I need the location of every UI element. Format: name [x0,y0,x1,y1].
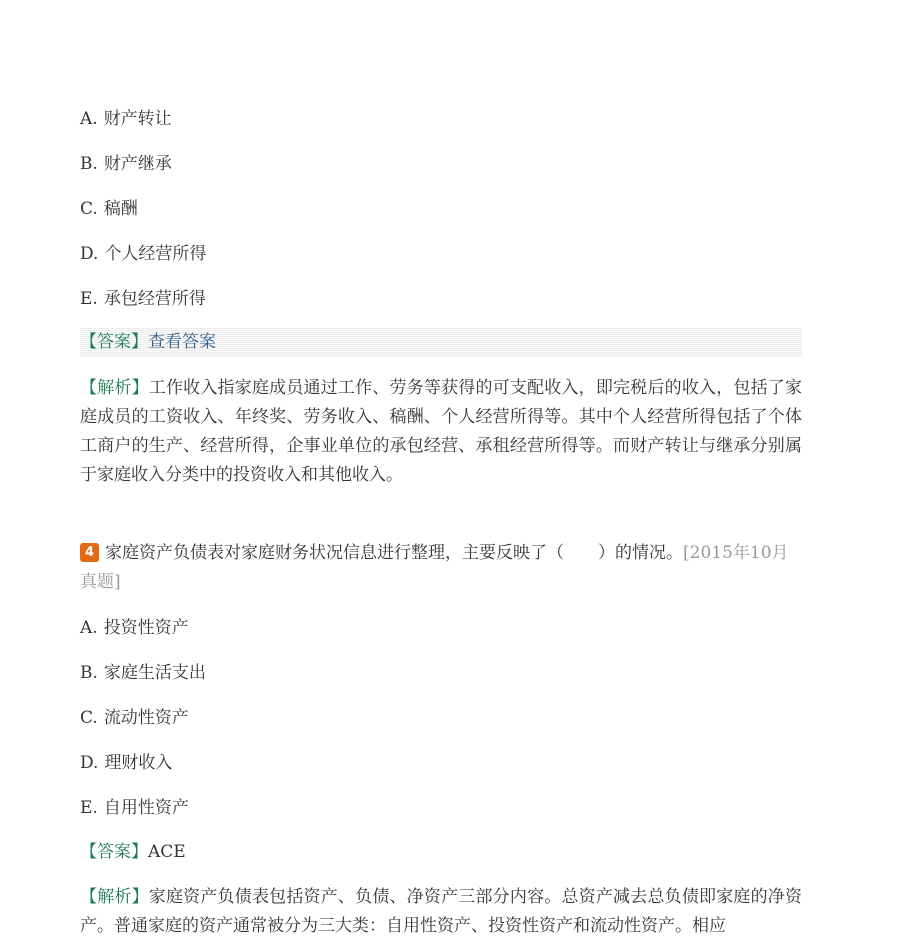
q3-option-b[interactable] [80,152,172,176]
q3-option-e[interactable] [80,287,206,311]
analysis-label: 【解析】 [80,378,149,398]
q4-option-b[interactable] [80,661,206,685]
question-source: [2015年10月真题] [80,543,789,592]
q3-option-a[interactable] [80,107,172,131]
option-text: 个人经营所得 [104,244,207,264]
q3-analysis [80,374,802,490]
option-letter: D. [80,753,99,773]
option-text: 流动性资产 [103,708,189,728]
q3-option-d[interactable] [80,242,206,266]
option-letter: D. [80,244,99,264]
q4-analysis [80,883,802,941]
q3-answer-row [80,328,802,357]
answer-label: 【答案】 [80,842,148,862]
question-number-badge: 4 [80,543,99,562]
option-letter: A. [80,109,98,129]
option-text: 承包经营所得 [103,289,206,309]
q3-option-c[interactable] [80,197,138,221]
option-text: 财产转让 [103,109,172,129]
option-letter: B. [80,154,98,174]
q4-answer-row [80,838,802,867]
q4-option-e[interactable] [80,796,189,820]
option-text: 投资性资产 [103,618,189,638]
option-text: 财产继承 [103,154,172,174]
option-letter: C. [80,199,98,219]
option-letter: E. [80,798,98,818]
option-text: 理财收入 [104,753,173,773]
option-letter: C. [80,708,98,728]
option-text: 家庭生活支出 [103,663,206,683]
option-letter: B. [80,663,98,683]
option-letter: E. [80,289,98,309]
analysis-label: 【解析】 [80,887,149,907]
question-text: 家庭资产负债表对家庭财务状况信息进行整理，主要反映了（ ）的情况。 [105,543,683,563]
analysis-text: 家庭资产负债表包括资产、负债、净资产三部分内容。总资产减去总负债即家庭的净资产。普通家庭的资产通常被分为三大类：自用性资产、投资性资产和流动性资产。相应 [80,887,802,936]
q4-option-c[interactable] [80,706,189,730]
option-text: 自用性资产 [103,798,189,818]
q4-option-d[interactable] [80,751,172,775]
option-letter: A. [80,618,98,638]
view-answer-link[interactable]: 查看答案 [148,332,216,352]
q4-option-a[interactable] [80,616,189,640]
analysis-text: 工作收入指家庭成员通过工作、劳务等获得的可支配收入，即完税后的收入，包括了家庭成员的工资收入、年终奖、劳务收入、稿酬、个人经营所得等。其中个人经营所得包括了个体工商户的生产、经营所得，企事业单位的承包经营、承租经营所得等。而财产转让与继承分别属于家庭收入分类中的投资收入和其他收入。 [80,378,802,485]
option-text: 稿酬 [103,199,138,219]
q4-stem [80,539,802,597]
answer-value: ACE [148,842,186,862]
answer-label: 【答案】 [80,332,148,352]
